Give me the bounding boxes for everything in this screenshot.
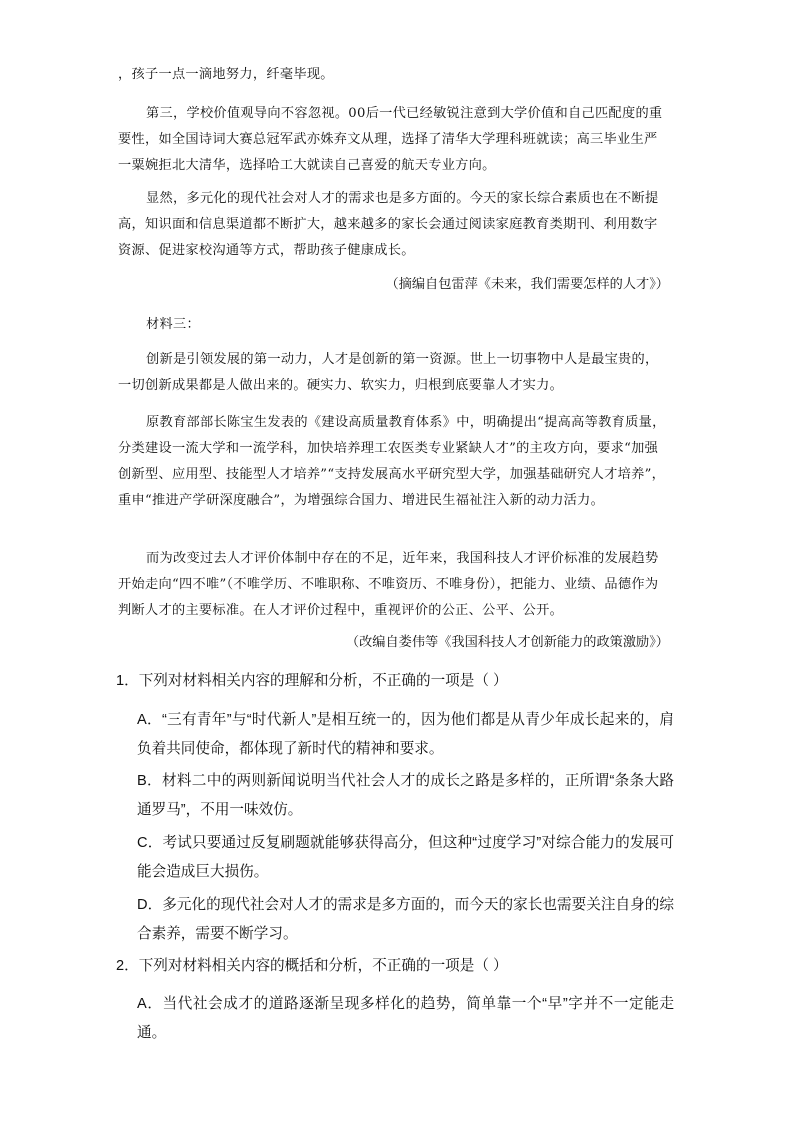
material2-paragraph-continued: ，孩子一点一滴地努力，纤毫毕现。 (118, 67, 334, 82)
question-1-option-d: D．多元化的现代社会对人才的需求是多方面的，而今天的家长也需要关注自身的综合素养，需要不断学习。 (137, 897, 674, 942)
material3-paragraph-3: 而为改变过去人才评价体制中存在的不足，近年来，我国科技人才评价标准的发展趋势开始走向“四不唯”（不唯学历、不唯职称、不唯资历、不唯身份），把能力、业绩、品德作为判断人才的主要标准。在人才评价过程中，重视评价的公正、公平、公开。 (118, 551, 659, 618)
material3-heading: 材料三： (146, 317, 200, 332)
question-1-option-b: B．材料二中的两则新闻说明当代社会人才的成长之路是多样的，正所谓“条条大路通罗马”，不用一味效仿。 (137, 773, 674, 818)
question-2-option-a: A．当代社会成才的道路逐渐呈现多样化的趋势，简单靠一个“早”字并不一定能走通。 (137, 996, 674, 1041)
question-1-option-a: A．“三有青年”与“时代新人”是相互统一的，因为他们都是从青少年成长起来的，肩负着共同使命，都体现了新时代的精神和要求。 (137, 712, 674, 757)
material2-source: （摘编自包雷萍《未来，我们需要怎样的人才》） (385, 277, 669, 292)
material2-paragraph-3: 第三，学校价值观导向不容忽视。00后一代已经敏锐注意到大学价值和自己匹配度的重要性，如全国诗词大赛总冠军武亦姝弃文从理，选择了清华大学理科班就读；高三毕业生严一粟婉拒北大清华，选择哈工大就读自己喜爱的航天专业方向。 (118, 106, 663, 173)
material3-source: （改编自娄伟等《我国科技人才创新能力的政策激励》） (345, 635, 669, 650)
question-1-option-c: C．考试只要通过反复刷题就能够获得高分，但这种“过度学习”对综合能力的发展可能会造成巨大损伤。 (137, 835, 674, 880)
question-1-stem: 1．下列对材料相关内容的理解和分析，不正确的一项是（ ） (116, 673, 508, 689)
material3-paragraph-1: 创新是引领发展的第一动力，人才是创新的第一资源。世上一切事物中人是最宝贵的，一切创新成果都是人做出来的。硬实力、软实力，归根到底要靠人才实力。 (118, 352, 659, 393)
material3-paragraph-2: 原教育部部长陈宝生发表的《建设高质量教育体系》中，明确提出“提高高等教育质量，分类建设一流大学和一流学科，加快培养理工农医类专业紧缺人才”的主攻方向，要求“加强创新型、应用型、技能型人才培养”“支持发展高水平研究型大学，加强基础研究人才培养”，重申“推进产学研深度融合”，为增强综合国力、增进民生福祉注入新的动力活力。 (118, 415, 666, 508)
question-2-stem: 2．下列对材料相关内容的概括和分析，不正确的一项是（ ） (116, 958, 508, 974)
material2-paragraph-4: 显然，多元化的现代社会对人才的需求也是多方面的。今天的家长综合素质也在不断提高，知识面和信息渠道都不断扩大，越来越多的家长会通过阅读家庭教育类期刊、利用数字资源、促进家校沟通等方式，帮助孩子健康成长。 (118, 191, 659, 258)
